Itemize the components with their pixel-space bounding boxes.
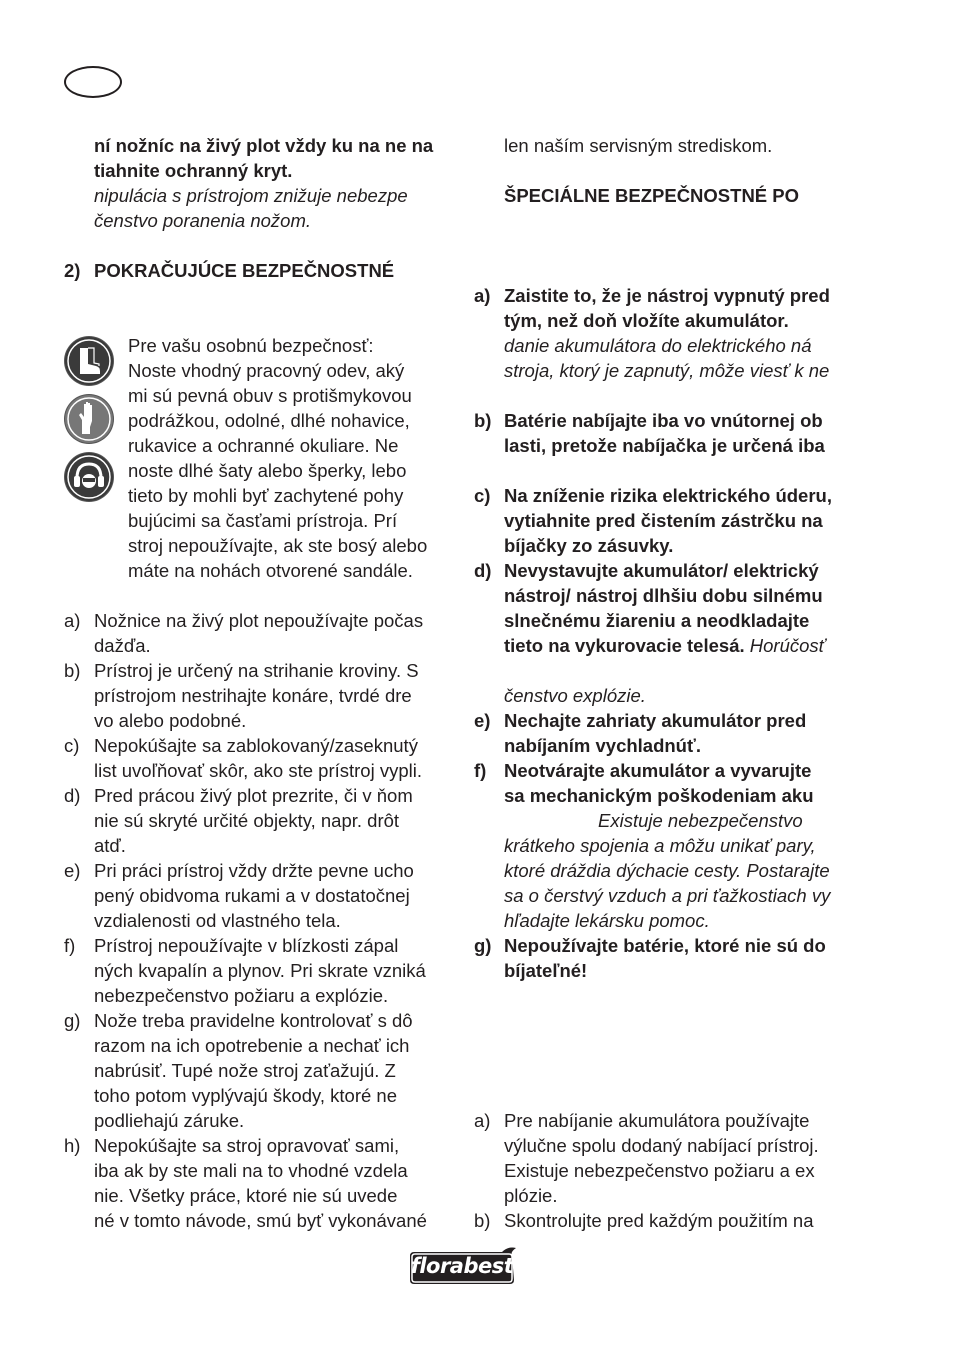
- ppe-line: máte na nohách otvorené sandále.: [128, 560, 413, 581]
- section-2-heading: [64, 258, 454, 283]
- ppe-block: [64, 333, 454, 583]
- item-marker: a): [474, 285, 491, 306]
- item-marker: f): [64, 935, 76, 956]
- item-marker: e): [64, 860, 81, 881]
- intro-bold-line: tiahnite ochranný kryt.: [94, 160, 293, 181]
- item-line: list uvoľňovať skôr, ako ste prístroj vypli.: [94, 760, 422, 781]
- item-line: stroja, ktorý je zapnutý, môže viesť k ne: [504, 360, 830, 381]
- intro-italic-line: čenstvo poranenia nožom.: [94, 210, 311, 231]
- item-marker: c): [64, 735, 80, 756]
- list-item: [474, 1108, 864, 1208]
- item-line: tým, než doň vložíte akumulátor.: [504, 310, 789, 331]
- item-line: Batérie nabíjajte iba vo vnútornej ob: [504, 410, 823, 431]
- list-item: [64, 658, 454, 733]
- item-line: Pri práci prístroj vždy držte pevne ucho: [94, 860, 414, 881]
- ppe-line: tieto by mohli byť zachytené pohy: [128, 485, 404, 506]
- item-line: nie. Všetky práce, ktoré nie sú uvede: [94, 1185, 398, 1206]
- item-marker: a): [474, 1110, 491, 1131]
- item-line: danie akumulátora do elektrického ná: [504, 335, 812, 356]
- list-item: [474, 283, 864, 383]
- ppe-line: podrážkou, odolné, dlhé nohavice,: [128, 410, 410, 431]
- list-item: [474, 558, 864, 708]
- item-marker: h): [64, 1135, 81, 1156]
- item-line: vzdialenosti od vlastného tela.: [94, 910, 341, 931]
- ppe-icons: [64, 336, 116, 510]
- item-line: atď.: [94, 835, 126, 856]
- left-column: [64, 133, 454, 1233]
- item-line: bíjačky zo zásuvky.: [504, 535, 674, 556]
- section-number: 2): [64, 260, 81, 281]
- list-item: [474, 758, 864, 933]
- item-line: krátkeho spojenia a môžu unikať pary,: [504, 835, 816, 856]
- item-marker: e): [474, 710, 491, 731]
- item-line: hľadajte lekársku pomoc.: [504, 910, 710, 931]
- item-line: nebezpečenstvo požiaru a explózie.: [94, 985, 389, 1006]
- continued-line: len naším servisným strediskom.: [504, 135, 773, 156]
- item-line: nástroj/ nástroj dlhšiu dobu silnému: [504, 585, 823, 606]
- item-marker: f): [474, 760, 487, 781]
- item-line: Neotvárajte akumulátor a vyvarujte: [504, 760, 812, 781]
- item-line: Nože treba pravidelne kontrolovať s dô: [94, 1010, 413, 1031]
- item-line: [504, 633, 864, 658]
- item-line: plózie.: [504, 1185, 558, 1206]
- item-line: prístrojom nestrihajte konáre, tvrdé dre: [94, 685, 412, 706]
- item-italic-text: Horúčosť: [744, 635, 826, 656]
- list-item: [474, 708, 864, 758]
- list-item: [64, 858, 454, 933]
- item-line: Prístroj je určený na strihanie kroviny. S: [94, 660, 419, 681]
- item-marker: b): [474, 1210, 491, 1231]
- item-line: né v tomto návode, smú byť vykonávané: [94, 1210, 427, 1231]
- item-line: Pred prácou živý plot prezrite, či v ňom: [94, 785, 413, 806]
- list-item: [64, 783, 454, 858]
- list-item: [64, 608, 454, 658]
- item-line: Nevystavujte akumulátor/ elektrický: [504, 560, 819, 581]
- ppe-line: noste dlhé šaty alebo šperky, lebo: [128, 460, 407, 481]
- item-line: vytiahnite pred čistením zástrčku na: [504, 510, 823, 531]
- ppe-line: stroj nepoužívajte, ak ste bosý alebo: [128, 535, 428, 556]
- item-line: ktoré dráždia dýchacie cesty. Postarajte: [504, 860, 830, 881]
- list-item: [64, 1008, 454, 1133]
- section-title: POKRAČUJÚCE BEZPEČNOSTNÉ: [94, 260, 395, 281]
- intro-italic-line: nipulácia s prístrojom znižuje nebezpe: [94, 185, 408, 206]
- item-line: nabíjaním vychladnúť.: [504, 735, 701, 756]
- list-item: [474, 933, 864, 983]
- intro-bold-line: ní nožníc na živý plot vždy ku na ne na: [94, 135, 434, 156]
- ppe-line: rukavice a ochranné okuliare. Ne: [128, 435, 399, 456]
- item-line: Pre nabíjanie akumulátora používajte: [504, 1110, 810, 1131]
- intro-warning: [64, 133, 454, 233]
- ppe-text: [128, 333, 458, 583]
- item-line: Nepokúšajte sa zablokovaný/zaseknutý: [94, 735, 418, 756]
- boots-icon: [64, 336, 114, 386]
- item-line: čenstvo explózie.: [504, 685, 646, 706]
- item-marker: g): [64, 1010, 81, 1031]
- item-marker: d): [474, 560, 492, 581]
- item-line: nie sú skryté určité objekty, napr. drôt: [94, 810, 400, 831]
- item-line: toho potom vyplývajú škody, ktoré ne: [94, 1085, 398, 1106]
- item-marker: b): [64, 660, 81, 681]
- item-line: Skontrolujte pred každým použitím na: [504, 1210, 814, 1231]
- ppe-line: bujúcimi sa časťami prístroja. Prí: [128, 510, 398, 531]
- item-line: Nechajte zahriaty akumulátor pred: [504, 710, 807, 731]
- language-code-oval: [64, 66, 122, 98]
- item-line: Existuje nebezpečenstvo: [598, 810, 803, 831]
- item-line: dažďa.: [94, 635, 151, 656]
- item-marker: a): [64, 610, 81, 631]
- item-line: slnečnému žiareniu a neodkladajte: [504, 610, 810, 631]
- item-line: podliehajú záruke.: [94, 1110, 245, 1131]
- item-line: Nepoužívajte batérie, ktoré nie sú do: [504, 935, 826, 956]
- item-bold-text: tieto na vykurovacie telesá.: [504, 635, 745, 656]
- item-line: sa o čerstvý vzduch a pri ťažkostiach vy: [504, 885, 831, 906]
- item-line: nabrúsiť. Tupé nože stroj zaťažujú. Z: [94, 1060, 396, 1081]
- ppe-line: Noste vhodný pracovný odev, aký: [128, 360, 405, 381]
- item-marker: b): [474, 410, 492, 431]
- item-marker: c): [474, 485, 491, 506]
- item-line: vo alebo podobné.: [94, 710, 247, 731]
- item-line: Prístroj nepoužívajte v blízkosti zápal: [94, 935, 399, 956]
- item-line: sa mechanickým poškodeniam aku: [504, 785, 814, 806]
- ppe-line: mi sú pevná obuv s protišmykovou: [128, 385, 412, 406]
- ppe-line: Pre vašu osobnú bezpečnosť:: [128, 335, 374, 356]
- item-line: lasti, pretože nabíjačka je určená iba: [504, 435, 825, 456]
- list-item: [64, 1133, 454, 1233]
- list-item: [64, 733, 454, 783]
- item-marker: d): [64, 785, 81, 806]
- list-item: [474, 483, 864, 558]
- item-line: výlučne spolu dodaný nabíjací prístroj.: [504, 1135, 819, 1156]
- list-item: [474, 408, 864, 458]
- logo-text: florabest: [410, 1254, 514, 1278]
- item-line: pený obidvoma rukami a v dostatočnej: [94, 885, 410, 906]
- item-line: iba ak by ste mali na to vhodné vzdela: [94, 1160, 408, 1181]
- special-safety-heading: ŠPECIÁLNE BEZPEČNOSTNÉ PO: [504, 185, 800, 206]
- florabest-logo: [406, 1246, 518, 1288]
- item-line: ných kvapalín a plynov. Pri skrate vzniká: [94, 960, 426, 981]
- item-line: bíjateľné!: [504, 960, 588, 981]
- list-item: [474, 1208, 864, 1233]
- gloves-icon: [64, 394, 114, 444]
- item-line: Existuje nebezpečenstvo požiaru a ex: [504, 1160, 815, 1181]
- item-line: Zaistite to, že je nástroj vypnutý pred: [504, 285, 830, 306]
- ear-eye-protection-icon: [64, 452, 114, 502]
- item-marker: g): [474, 935, 492, 956]
- item-line: Nožnice na živý plot nepoužívajte počas: [94, 610, 424, 631]
- item-line: Nepokúšajte sa stroj opravovať sami,: [94, 1135, 400, 1156]
- item-line: razom na ich opotrebenie a nechať ich: [94, 1035, 410, 1056]
- list-item: [64, 933, 454, 1008]
- right-column: [474, 133, 864, 1233]
- item-line: Na zníženie rizika elektrického úderu,: [504, 485, 832, 506]
